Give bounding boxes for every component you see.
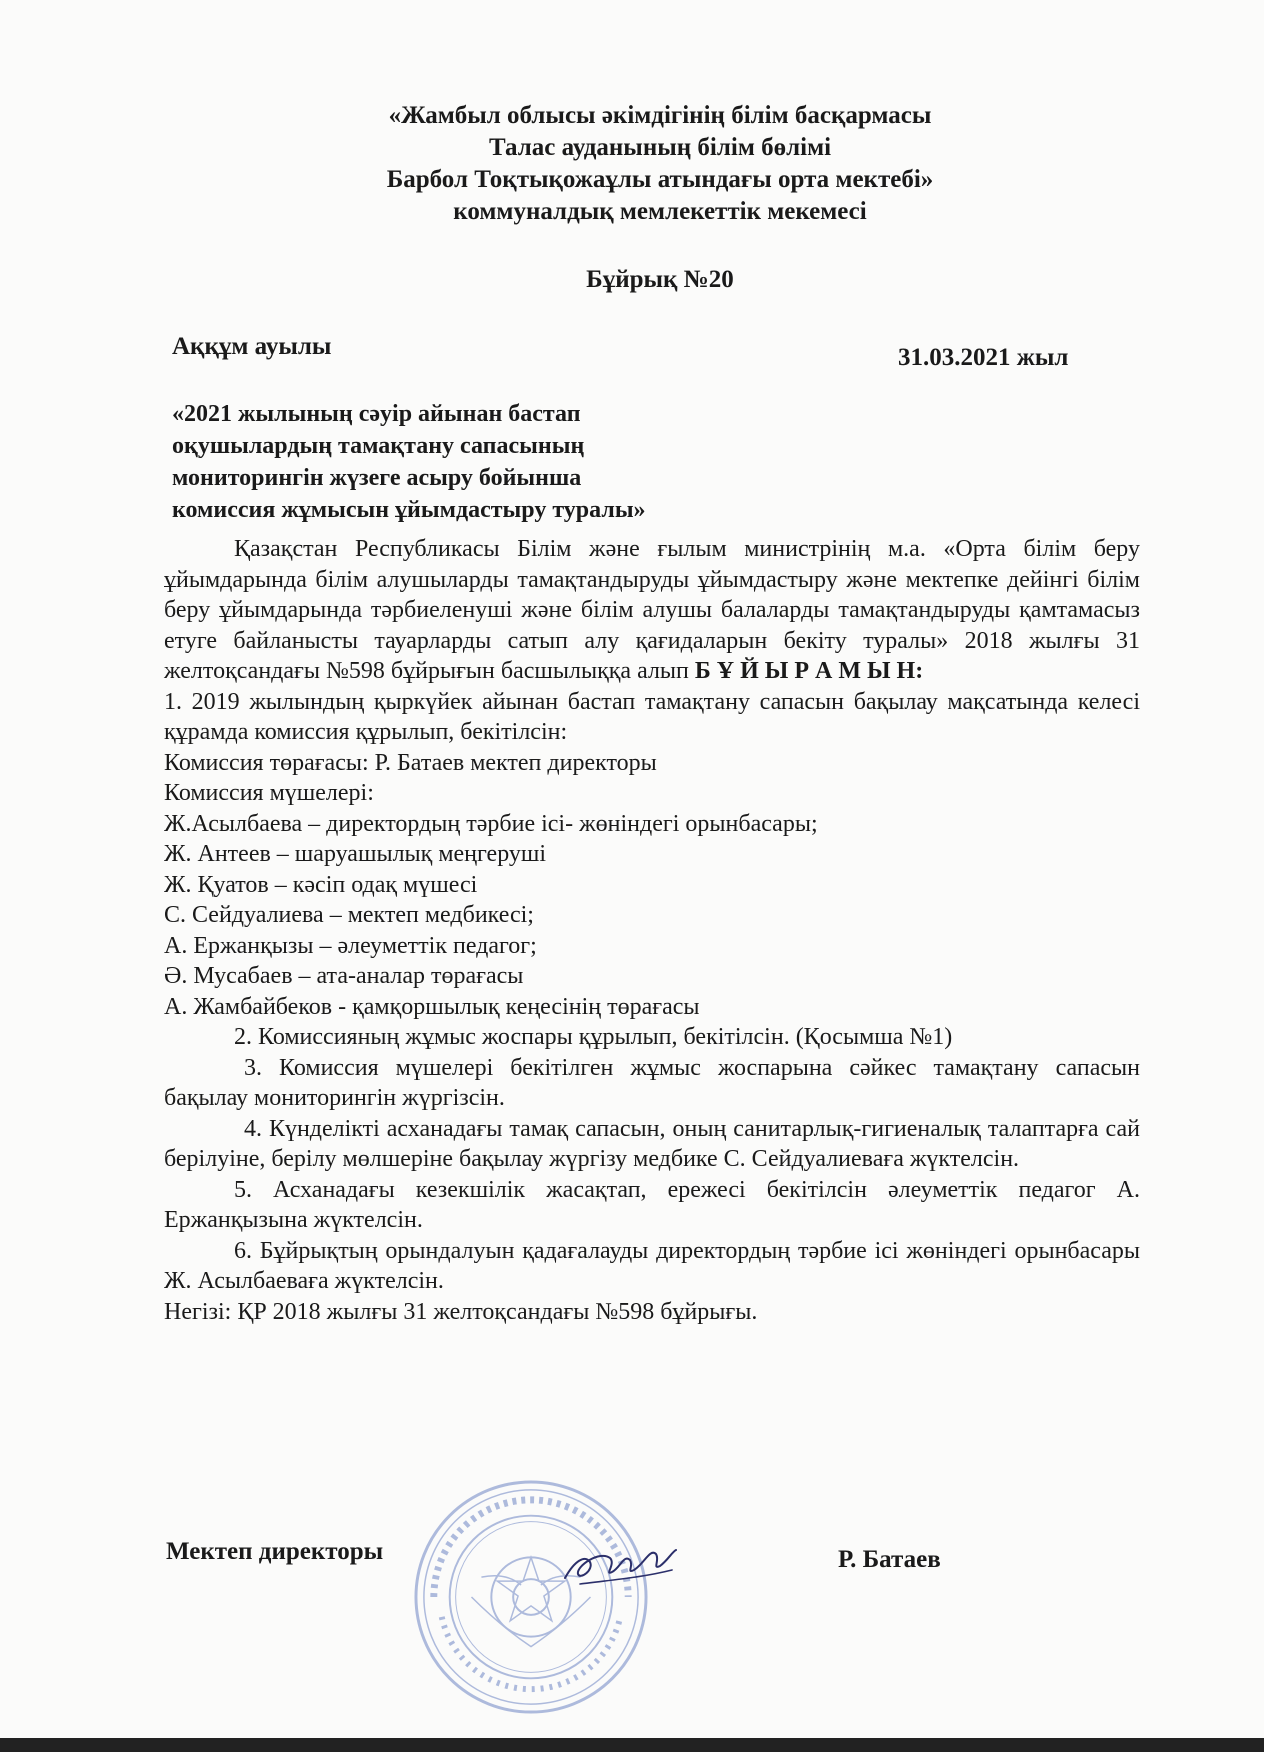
header-line-2: Талас ауданының білім бөлімі	[488, 134, 832, 161]
order-number: Бұйрық №20	[586, 266, 734, 293]
item-3: 3. Комиссия мүшелері бекітілген жұмыс жоспарына сәйкес тамақтану сапасын бақылау мониторингін жүргізсін.	[164, 1054, 1140, 1111]
header-line-4: коммуналдық мемлекеттік мекемесі	[453, 198, 867, 225]
header-line-3: Барбол Тоқтықожаұлы атындағы орта мектебі»	[386, 166, 934, 193]
item-4: 4. Күнделікті асханадағы тамақ сапасын, оның санитарлық-гигиеналық талаптарға сай берілуіне, берілу мөлшеріне бақылау жүргізу медбике С. Сейдуалиеваға жүктелсін.	[164, 1115, 1140, 1172]
subject-line: оқушылардың тамақтану сапасының	[172, 433, 585, 459]
member-item: Ж. Қуатов – кәсіп одақ мүшесі	[164, 871, 478, 898]
subject-line: комиссия жұмысын ұйымдастыру туралы»	[172, 497, 646, 523]
signature-name: Р. Батаев	[838, 1546, 941, 1573]
handwritten-signature-icon	[560, 1540, 680, 1590]
signature-title: Мектеп директоры	[166, 1538, 384, 1565]
order-subject	[172, 398, 792, 526]
order-body	[164, 534, 1140, 1327]
official-round-stamp-icon	[412, 1478, 650, 1716]
commission-chairman: Комиссия төрағасы: Р. Батаев мектеп директоры	[164, 749, 657, 776]
scan-bottom-edge	[0, 1738, 1264, 1752]
document-header	[160, 100, 1160, 228]
member-item: С. Сейдуалиева – мектеп медбикесі;	[164, 902, 534, 928]
preamble-text: Қазақстан Республикасы Білім және ғылым министрінің м.а. «Орта білім беру ұйымдарында білім алушыларды тамақтандыруды ұйымдастыру және мектепке дейінгі білім беру ұйымдарында тәрбиеленуші және білім алушы балаларды тамақтандыруды қамтамасыз етуге байланысты тауарларды сатып алу қағидаларын бекіту туралы» 2018 жылғы 31 желтоқсандағы №598 бұйрығын басшылыққа алып	[164, 536, 1140, 684]
item-2: 2. Комиссияның жұмыс жоспары құрылып, бекітілсін. (Қосымша №1)	[234, 1024, 953, 1050]
header-line-1: «Жамбыл облысы әкімдігінің білім басқармасы	[388, 102, 932, 129]
order-word: Б Ұ Й Ы Р А М Ы Н:	[694, 658, 924, 684]
item-1: 1. 2019 жылындың қыркүйек айынан бастап тамақтану сапасын бақылау мақсатында келесі құрамда комиссия құрылып, бекітілсін:	[164, 688, 1140, 745]
members-title: Комиссия мүшелері:	[164, 780, 374, 806]
subject-line: мониторингін жүзеге асыру бойынша	[172, 465, 582, 491]
subject-line: «2021 жылының сәуір айынан бастап	[172, 401, 581, 427]
order-date: 31.03.2021 жыл	[898, 344, 1069, 371]
member-item: Ә. Мусабаев – ата-аналар төрағасы	[164, 963, 524, 989]
basis-line: Негізі: ҚР 2018 жылғы 31 желтоқсандағы №598 бұйрығы.	[164, 1298, 758, 1325]
item-5: 5. Асханадағы кезекшілік жасақтап, ережесі бекітілсін әлеуметтік педагог А. Ержанқызына жүктелсін.	[164, 1176, 1140, 1233]
member-item: А. Жамбайбеков - қамқоршылық кеңесінің төрағасы	[164, 993, 700, 1020]
preamble-paragraph	[164, 534, 1140, 687]
item-6: 6. Бұйрықтың орындалуын қадағалауды директордың тәрбие ісі жөніндегі орынбасары Ж. Асылбаеваға жүктелсін.	[164, 1237, 1140, 1294]
member-item: А. Ержанқызы – әлеуметтік педагог;	[164, 932, 537, 959]
order-place: Аққұм ауылы	[172, 333, 332, 360]
member-item: Ж.Асылбаева – директордың тәрбие ісі- жөніндегі орынбасары;	[164, 810, 818, 837]
member-item: Ж. Антеев – шаруашылық меңгеруші	[164, 841, 547, 867]
